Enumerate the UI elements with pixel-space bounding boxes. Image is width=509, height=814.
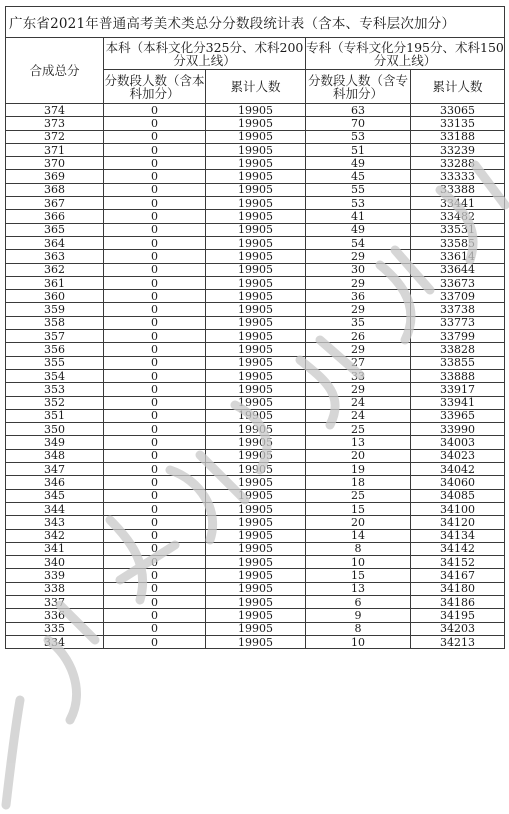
cell-benke-segment: 0: [104, 569, 206, 582]
table-row: [6, 582, 505, 595]
cell-total-score: 359: [6, 303, 104, 316]
table-row: [6, 595, 505, 608]
cell-benke-segment: 0: [104, 516, 206, 529]
cell-zhuanke-cumulative: 33333: [411, 170, 505, 183]
cell-benke-segment: 0: [104, 396, 206, 409]
header-zhuanke-segment: 分数段人数（含专科加分）: [306, 70, 411, 104]
cell-zhuanke-cumulative: 34167: [411, 569, 505, 582]
cell-zhuanke-segment: 70: [306, 117, 411, 130]
cell-zhuanke-cumulative: 33239: [411, 143, 505, 156]
cell-benke-cumulative: 19905: [206, 449, 306, 462]
cell-zhuanke-cumulative: 33614: [411, 250, 505, 263]
cell-benke-cumulative: 19905: [206, 130, 306, 143]
cell-benke-segment: 0: [104, 356, 206, 369]
table-row: [6, 423, 505, 436]
cell-benke-cumulative: 19905: [206, 104, 306, 117]
cell-zhuanke-cumulative: 33888: [411, 369, 505, 382]
cell-zhuanke-cumulative: 33644: [411, 263, 505, 276]
cell-zhuanke-cumulative: 33482: [411, 210, 505, 223]
cell-total-score: 353: [6, 383, 104, 396]
cell-total-score: 341: [6, 542, 104, 555]
cell-zhuanke-cumulative: 33709: [411, 290, 505, 303]
cell-benke-segment: 0: [104, 542, 206, 555]
table-row: [6, 183, 505, 196]
cell-benke-segment: 0: [104, 635, 206, 648]
cell-zhuanke-segment: 14: [306, 529, 411, 542]
cell-zhuanke-segment: 13: [306, 436, 411, 449]
cell-total-score: 373: [6, 117, 104, 130]
cell-benke-cumulative: 19905: [206, 290, 306, 303]
cell-total-score: 357: [6, 330, 104, 343]
cell-zhuanke-segment: 25: [306, 489, 411, 502]
table-row: [6, 542, 505, 555]
cell-zhuanke-cumulative: 33288: [411, 157, 505, 170]
table-row: [6, 104, 505, 117]
cell-zhuanke-segment: 9: [306, 609, 411, 622]
table-row: [6, 502, 505, 515]
cell-total-score: 347: [6, 463, 104, 476]
cell-zhuanke-segment: 53: [306, 130, 411, 143]
cell-benke-segment: 0: [104, 276, 206, 289]
cell-benke-cumulative: 19905: [206, 582, 306, 595]
table-title: 广东省2021年普通高考美术类总分分数段统计表（含本、专科层次加分）: [6, 7, 505, 38]
cell-total-score: 342: [6, 529, 104, 542]
cell-benke-cumulative: 19905: [206, 436, 306, 449]
cell-zhuanke-cumulative: 33855: [411, 356, 505, 369]
cell-zhuanke-segment: 24: [306, 409, 411, 422]
cell-benke-cumulative: 19905: [206, 330, 306, 343]
cell-zhuanke-segment: 25: [306, 423, 411, 436]
cell-total-score: 348: [6, 449, 104, 462]
cell-benke-cumulative: 19905: [206, 250, 306, 263]
cell-total-score: 346: [6, 476, 104, 489]
table-row: [6, 556, 505, 569]
cell-benke-cumulative: 19905: [206, 476, 306, 489]
cell-zhuanke-segment: 10: [306, 635, 411, 648]
cell-total-score: 371: [6, 143, 104, 156]
cell-zhuanke-cumulative: 34120: [411, 516, 505, 529]
cell-benke-segment: 0: [104, 489, 206, 502]
cell-zhuanke-segment: 20: [306, 449, 411, 462]
cell-total-score: 344: [6, 502, 104, 515]
cell-zhuanke-cumulative: 34100: [411, 502, 505, 515]
cell-benke-cumulative: 19905: [206, 343, 306, 356]
cell-benke-segment: 0: [104, 622, 206, 635]
cell-zhuanke-cumulative: 34060: [411, 476, 505, 489]
cell-zhuanke-cumulative: 34186: [411, 595, 505, 608]
cell-zhuanke-cumulative: 34023: [411, 449, 505, 462]
cell-total-score: 336: [6, 609, 104, 622]
cell-benke-segment: 0: [104, 117, 206, 130]
table-row: [6, 343, 505, 356]
cell-benke-cumulative: 19905: [206, 635, 306, 648]
cell-zhuanke-segment: 8: [306, 542, 411, 555]
cell-benke-cumulative: 19905: [206, 542, 306, 555]
table-row: [6, 396, 505, 409]
cell-zhuanke-cumulative: 34142: [411, 542, 505, 555]
header-benke-cumulative: 累计人数: [206, 70, 306, 104]
table-row: [6, 609, 505, 622]
cell-zhuanke-segment: 29: [306, 343, 411, 356]
cell-benke-segment: 0: [104, 409, 206, 422]
cell-zhuanke-cumulative: 33531: [411, 223, 505, 236]
cell-zhuanke-segment: 29: [306, 383, 411, 396]
table-row: [6, 170, 505, 183]
cell-zhuanke-cumulative: 33388: [411, 183, 505, 196]
header-zhuanke-group: 专科（专科文化分195分、术科150分双上线）: [306, 39, 504, 68]
cell-total-score: 361: [6, 276, 104, 289]
cell-benke-segment: 0: [104, 210, 206, 223]
cell-total-score: 334: [6, 635, 104, 648]
table-row: [6, 356, 505, 369]
cell-total-score: 363: [6, 250, 104, 263]
cell-benke-cumulative: 19905: [206, 210, 306, 223]
cell-total-score: 367: [6, 197, 104, 210]
cell-zhuanke-segment: 55: [306, 183, 411, 196]
cell-benke-segment: 0: [104, 436, 206, 449]
cell-total-score: 370: [6, 157, 104, 170]
table-row: [6, 250, 505, 263]
cell-benke-segment: 0: [104, 130, 206, 143]
cell-total-score: 355: [6, 356, 104, 369]
cell-total-score: 354: [6, 369, 104, 382]
table-row: [6, 117, 505, 130]
cell-zhuanke-segment: 29: [306, 250, 411, 263]
table-row: [6, 157, 505, 170]
cell-zhuanke-cumulative: 34003: [411, 436, 505, 449]
cell-zhuanke-cumulative: 34213: [411, 635, 505, 648]
cell-total-score: 358: [6, 316, 104, 329]
table-row: [6, 303, 505, 316]
cell-total-score: 366: [6, 210, 104, 223]
cell-benke-cumulative: 19905: [206, 316, 306, 329]
table-row: [6, 463, 505, 476]
cell-total-score: 345: [6, 489, 104, 502]
cell-benke-cumulative: 19905: [206, 223, 306, 236]
table-row: [6, 449, 505, 462]
cell-zhuanke-segment: 53: [306, 197, 411, 210]
cell-benke-segment: 0: [104, 369, 206, 382]
cell-zhuanke-cumulative: 33773: [411, 316, 505, 329]
cell-zhuanke-cumulative: 33673: [411, 276, 505, 289]
cell-total-score: 340: [6, 556, 104, 569]
table-row: [6, 516, 505, 529]
table-row: [6, 316, 505, 329]
cell-zhuanke-segment: 15: [306, 502, 411, 515]
cell-benke-segment: 0: [104, 556, 206, 569]
cell-total-score: 364: [6, 236, 104, 249]
table-row: [6, 290, 505, 303]
cell-benke-cumulative: 19905: [206, 569, 306, 582]
table-row: [6, 197, 505, 210]
cell-benke-cumulative: 19905: [206, 143, 306, 156]
cell-total-score: 352: [6, 396, 104, 409]
table-row: [6, 529, 505, 542]
cell-benke-cumulative: 19905: [206, 516, 306, 529]
cell-benke-segment: 0: [104, 476, 206, 489]
cell-total-score: 337: [6, 595, 104, 608]
cell-total-score: 362: [6, 263, 104, 276]
table-row: [6, 622, 505, 635]
cell-benke-cumulative: 19905: [206, 197, 306, 210]
cell-zhuanke-segment: 41: [306, 210, 411, 223]
cell-zhuanke-cumulative: 33917: [411, 383, 505, 396]
cell-benke-segment: 0: [104, 609, 206, 622]
cell-zhuanke-segment: 27: [306, 356, 411, 369]
cell-zhuanke-cumulative: 34180: [411, 582, 505, 595]
cell-total-score: 339: [6, 569, 104, 582]
cell-total-score: 335: [6, 622, 104, 635]
cell-benke-segment: 0: [104, 290, 206, 303]
cell-benke-cumulative: 19905: [206, 489, 306, 502]
cell-total-score: 351: [6, 409, 104, 422]
cell-total-score: 368: [6, 183, 104, 196]
cell-total-score: 350: [6, 423, 104, 436]
cell-benke-cumulative: 19905: [206, 383, 306, 396]
table-row: [6, 143, 505, 156]
cell-zhuanke-segment: 35: [306, 316, 411, 329]
cell-benke-segment: 0: [104, 157, 206, 170]
cell-benke-segment: 0: [104, 502, 206, 515]
cell-zhuanke-segment: 26: [306, 330, 411, 343]
cell-zhuanke-segment: 6: [306, 595, 411, 608]
cell-benke-cumulative: 19905: [206, 236, 306, 249]
cell-zhuanke-cumulative: 33065: [411, 104, 505, 117]
cell-benke-cumulative: 19905: [206, 622, 306, 635]
cell-benke-cumulative: 19905: [206, 170, 306, 183]
cell-benke-cumulative: 19905: [206, 463, 306, 476]
cell-benke-segment: 0: [104, 303, 206, 316]
table-row: [6, 223, 505, 236]
cell-zhuanke-segment: 36: [306, 290, 411, 303]
cell-benke-segment: 0: [104, 330, 206, 343]
cell-zhuanke-segment: 49: [306, 157, 411, 170]
cell-zhuanke-cumulative: 33990: [411, 423, 505, 436]
cell-benke-cumulative: 19905: [206, 529, 306, 542]
table-row: [6, 383, 505, 396]
cell-benke-segment: 0: [104, 316, 206, 329]
cell-total-score: 343: [6, 516, 104, 529]
cell-zhuanke-cumulative: 33188: [411, 130, 505, 143]
cell-zhuanke-segment: 18: [306, 476, 411, 489]
score-distribution-table: [5, 6, 505, 649]
cell-zhuanke-segment: 45: [306, 170, 411, 183]
cell-benke-cumulative: 19905: [206, 595, 306, 608]
cell-benke-segment: 0: [104, 143, 206, 156]
cell-zhuanke-cumulative: 33738: [411, 303, 505, 316]
cell-benke-segment: 0: [104, 236, 206, 249]
cell-total-score: 356: [6, 343, 104, 356]
cell-benke-segment: 0: [104, 250, 206, 263]
cell-zhuanke-segment: 54: [306, 236, 411, 249]
cell-benke-segment: 0: [104, 423, 206, 436]
cell-benke-cumulative: 19905: [206, 117, 306, 130]
cell-benke-cumulative: 19905: [206, 556, 306, 569]
table-row: [6, 635, 505, 648]
cell-benke-segment: 0: [104, 582, 206, 595]
header-benke-segment: 分数段人数（含本科加分）: [104, 70, 206, 104]
cell-benke-segment: 0: [104, 383, 206, 396]
cell-benke-cumulative: 19905: [206, 356, 306, 369]
cell-zhuanke-segment: 33: [306, 369, 411, 382]
cell-benke-segment: 0: [104, 223, 206, 236]
cell-benke-segment: 0: [104, 104, 206, 117]
table-row: [6, 436, 505, 449]
cell-benke-cumulative: 19905: [206, 303, 306, 316]
cell-zhuanke-segment: 19: [306, 463, 411, 476]
cell-zhuanke-segment: 51: [306, 143, 411, 156]
cell-zhuanke-cumulative: 33965: [411, 409, 505, 422]
cell-zhuanke-segment: 8: [306, 622, 411, 635]
cell-benke-segment: 0: [104, 197, 206, 210]
table-row: [6, 236, 505, 249]
cell-zhuanke-segment: 15: [306, 569, 411, 582]
table-body: [6, 104, 505, 649]
table-row: [6, 569, 505, 582]
cell-benke-segment: 0: [104, 595, 206, 608]
header-total-score: 合成总分: [6, 38, 104, 104]
cell-benke-cumulative: 19905: [206, 502, 306, 515]
cell-benke-segment: 0: [104, 263, 206, 276]
cell-benke-cumulative: 19905: [206, 396, 306, 409]
header-zhuanke-cumulative: 累计人数: [411, 70, 505, 104]
cell-zhuanke-cumulative: 34134: [411, 529, 505, 542]
cell-zhuanke-cumulative: 34152: [411, 556, 505, 569]
cell-benke-segment: 0: [104, 463, 206, 476]
cell-benke-segment: 0: [104, 529, 206, 542]
cell-benke-segment: 0: [104, 170, 206, 183]
cell-zhuanke-segment: 49: [306, 223, 411, 236]
table-row: [6, 369, 505, 382]
cell-benke-segment: 0: [104, 343, 206, 356]
cell-zhuanke-segment: 63: [306, 104, 411, 117]
cell-total-score: 374: [6, 104, 104, 117]
cell-benke-cumulative: 19905: [206, 157, 306, 170]
cell-zhuanke-segment: 10: [306, 556, 411, 569]
cell-benke-segment: 0: [104, 449, 206, 462]
cell-benke-cumulative: 19905: [206, 263, 306, 276]
table-row: [6, 489, 505, 502]
cell-zhuanke-cumulative: 33585: [411, 236, 505, 249]
table-row: [6, 210, 505, 223]
cell-total-score: 338: [6, 582, 104, 595]
table-row: [6, 263, 505, 276]
cell-total-score: 360: [6, 290, 104, 303]
table-row: [6, 130, 505, 143]
cell-zhuanke-cumulative: 34085: [411, 489, 505, 502]
table-row: [6, 276, 505, 289]
cell-benke-segment: 0: [104, 183, 206, 196]
cell-zhuanke-cumulative: 34195: [411, 609, 505, 622]
cell-zhuanke-cumulative: 33828: [411, 343, 505, 356]
cell-zhuanke-segment: 20: [306, 516, 411, 529]
cell-zhuanke-segment: 29: [306, 276, 411, 289]
cell-benke-cumulative: 19905: [206, 276, 306, 289]
cell-zhuanke-cumulative: 33441: [411, 197, 505, 210]
cell-zhuanke-segment: 30: [306, 263, 411, 276]
cell-zhuanke-cumulative: 33941: [411, 396, 505, 409]
cell-total-score: 372: [6, 130, 104, 143]
cell-zhuanke-segment: 29: [306, 303, 411, 316]
table-row: [6, 476, 505, 489]
header-benke-group: 本科（本科文化分325分、术科200分双上线）: [104, 38, 306, 70]
cell-zhuanke-cumulative: 33135: [411, 117, 505, 130]
cell-benke-cumulative: 19905: [206, 369, 306, 382]
cell-zhuanke-cumulative: 33799: [411, 330, 505, 343]
cell-benke-cumulative: 19905: [206, 409, 306, 422]
cell-benke-cumulative: 19905: [206, 183, 306, 196]
table-row: [6, 409, 505, 422]
cell-total-score: 369: [6, 170, 104, 183]
cell-benke-cumulative: 19905: [206, 423, 306, 436]
cell-zhuanke-segment: 24: [306, 396, 411, 409]
cell-total-score: 365: [6, 223, 104, 236]
cell-zhuanke-cumulative: 34203: [411, 622, 505, 635]
cell-zhuanke-segment: 13: [306, 582, 411, 595]
cell-zhuanke-cumulative: 34042: [411, 463, 505, 476]
cell-total-score: 349: [6, 436, 104, 449]
cell-benke-cumulative: 19905: [206, 609, 306, 622]
table-row: [6, 330, 505, 343]
